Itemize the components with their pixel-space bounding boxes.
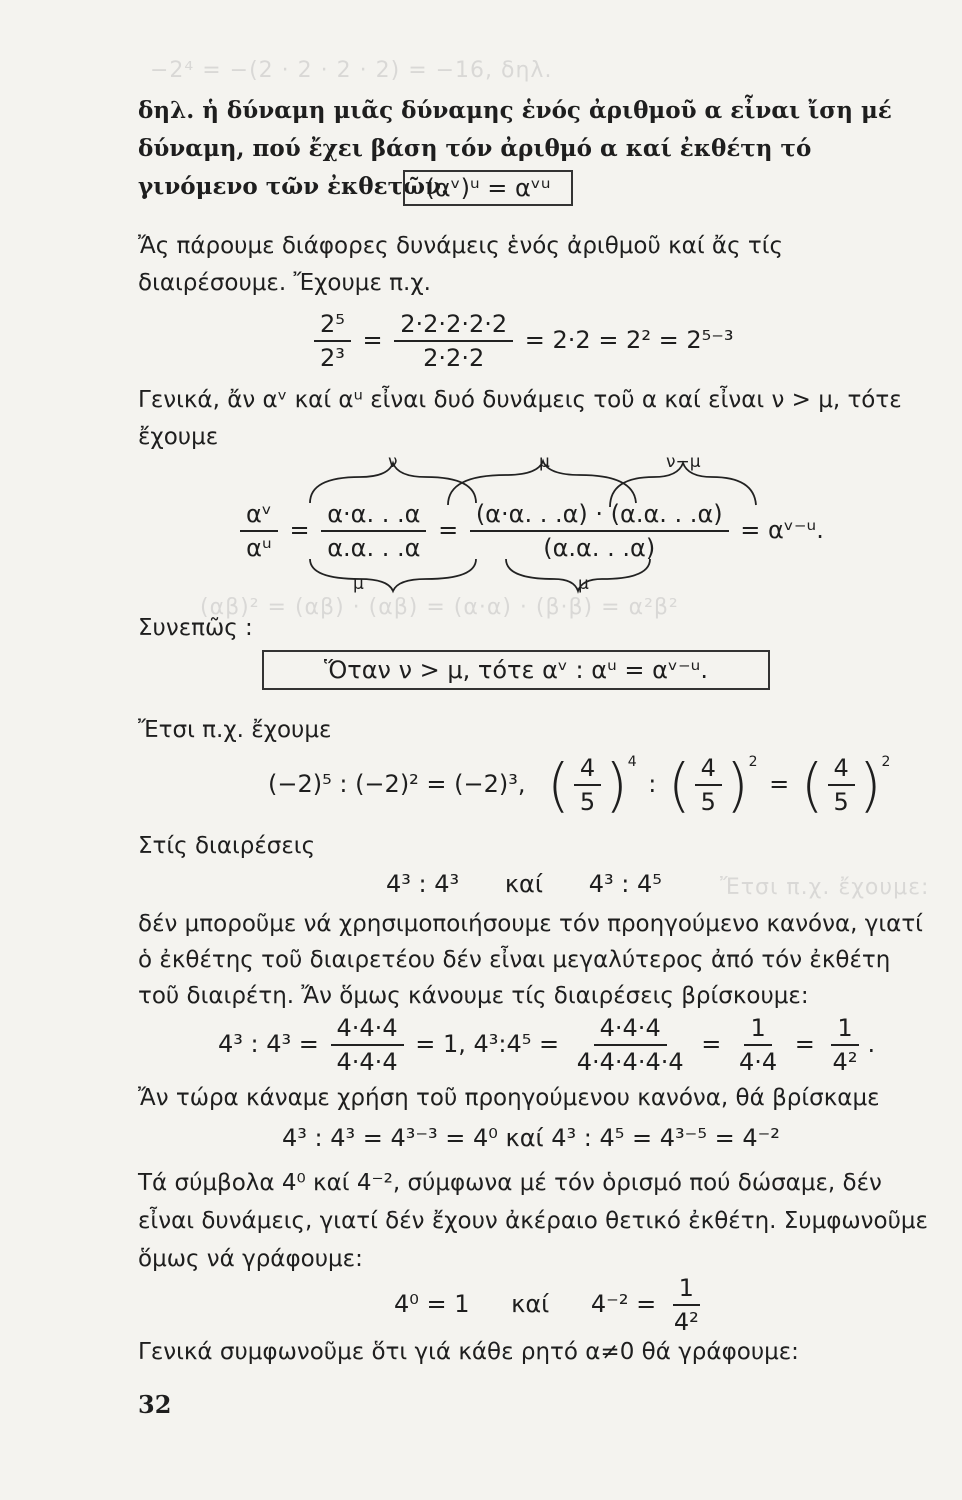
paragraph-final: Γενικά συμφωνοῦμε ὅτι γιά κάθε ρητό α≠0 θά γράφουμε: (138, 1339, 799, 1365)
brace-label-v: ν (388, 452, 398, 472)
example-1-result: = 2·2 = 2² = 2⁵⁻³ (524, 326, 734, 354)
example-3: (−2)⁵ : (−2)² = (−2)³, ( $\frac{4}{5}$ )$^4$ : ( $\frac{4}{5}$ )$^2$ = ( $\frac{4}{5}$ )$^2$ (268, 751, 891, 819)
example-3-fraction-a: $\frac{4}{5}$ (574, 752, 601, 818)
divisions-expression: 4³ : 4³ καί 4³ : 4⁵ (386, 870, 662, 898)
bleed-through-text: Ἔτσι π.χ. ἔχουμε: (720, 875, 930, 900)
example-4-fraction-c: $\frac{1}{4\cdot 4}$ (739, 1014, 778, 1076)
example-4-fraction-d: $\frac{1}{\text{4²}}$ (832, 1014, 858, 1076)
rule-power-box: (αᵛ)ᵘ = αᵛᵘ (403, 170, 572, 206)
bleed-through-text: (αβ)² = (αβ) · (αβ) = (α·α) · (β·β) = α²β² (200, 595, 679, 620)
brace-label-m-bottom: μ (578, 574, 589, 594)
intro-paragraph: δηλ. ἡ δύναμη μιᾶς δύναμης ἑνός ἀριθμοῦ α εἶναι ἴση μέ δύναμη, πού ἔχει βάση τόν ἀριθμό α καί ἐκθέτη τό γινόμενο τῶν ἐκθετῶν. (138, 97, 892, 200)
rule-power-container (138, 170, 838, 206)
example-2: $\frac{\text{αᵛ}}{\text{αᵘ}}$ = $\frac{\alpha\cdot\alpha. . .\alpha}{\alpha.\alpha. . .\alpha}$ = $\frac{(\alpha\cdot\alpha. . .\alpha) \cdot (\alpha.\alpha. . .\alpha)}{(\alpha.\alpha. . .\alpha)}$ = αᵛ⁻ᵘ. (236, 498, 824, 564)
example-1: $\frac{\text{2⁵}}{\text{2³}}$ = $\frac{2\cdot 2\cdot 2\cdot 2\cdot 2}{2\cdot 2\cdot 2}$ = 2·2 = 2² = 2⁵⁻³ (310, 308, 734, 374)
rule-div-box: Ὅταν ν > μ, τότε αᵛ : αᵘ = αᵛ⁻ᵘ. (262, 650, 770, 690)
paragraph-general: Γενικά, ἄν αᵛ καί αᵘ εἶναι δυό δυνάμεις τοῦ α καί εἶναι ν > μ, τότε ἔχουμε (138, 387, 902, 450)
example-4-fraction-a: $\frac{4\cdot 4\cdot 4}{4\cdot 4\cdot 4}$ (331, 1012, 404, 1078)
paragraph-if: Ἄν τώρα κάναμε χρήση τοῦ προηγούμενου κανόνα, θά βρίσκαμε (138, 1085, 880, 1111)
example-2-fraction-left: $\frac{\text{αᵛ}}{\text{αᵘ}}$ (240, 498, 278, 564)
rule-div-container (262, 650, 770, 690)
example-3-negative-powers: (−2)⁵ : (−2)² = (−2)³, (268, 770, 526, 798)
bleed-through-text: −2⁴ = −(2 · 2 · 2 · 2) = −16, δηλ. (150, 58, 553, 83)
thus-label: Ἔτσι π.χ. ἔχουμε (138, 717, 332, 743)
brace-label-v-minus-m: ν−μ (666, 452, 701, 472)
example-1-fraction-left: $\frac{\text{2⁵}}{\text{2³}}$ (314, 308, 351, 374)
example-6-fraction: $\frac{1}{\text{4²}}$ (673, 1274, 699, 1336)
page-number: 32 (138, 1390, 172, 1419)
example-3-fraction-c: $\frac{4}{5}$ (828, 752, 855, 818)
example-6: 4⁰ = 1 καί 4⁻² = $\frac{1}{\text{4²}}$ (394, 1272, 709, 1338)
example-2-fraction-right: $\frac{(\alpha\cdot\alpha. . .\alpha) \cdot (\alpha.\alpha. . .\alpha)}{(\alpha.\alpha. . .\alpha)}$ (470, 498, 729, 564)
paragraph-symbols: Τά σύμβολα 4⁰ καί 4⁻², σύμφωνα μέ τόν ὁρισμό πού δώσαμε, δέν εἶναι δυνάμεις, γιατί δέν ἔχουν ἀκέραιο θετικό ἐκθέτη. Συμφωνοῦμε ὅμως νά γράφουμε: (138, 1170, 928, 1272)
example-5: 4³ : 4³ = 4³⁻³ = 4⁰ καί 4³ : 4⁵ = 4³⁻⁵ = 4⁻² (282, 1124, 780, 1152)
therefore-label: Συνεπῶς : (138, 615, 253, 641)
example-1-fraction-mid: $\frac{2\cdot 2\cdot 2\cdot 2\cdot 2}{2\cdot 2\cdot 2}$ (394, 308, 513, 374)
brace-label-m: μ (539, 452, 550, 472)
example-2-fraction-mid: $\frac{\alpha\cdot\alpha. . .\alpha}{\alpha.\alpha. . .\alpha}$ (321, 498, 426, 564)
example-3-fraction-b: $\frac{4}{5}$ (695, 752, 722, 818)
example-4: 4³ : 4³ = $\frac{4\cdot 4\cdot 4}{4\cdot 4\cdot 4}$ = 1, 4³:4⁵ = $\frac{4\cdot 4\cdot 4}{4\cdot 4\cdot 4\cdot 4\cdot 4}$ = $\frac{1}{4\cdot 4}$ = $\frac{1}{\text{4²}}$ . (218, 1014, 876, 1076)
in-divisions-label: Στίς διαιρέσεις (138, 833, 316, 859)
example-4-fraction-b: $\frac{4\cdot 4\cdot 4}{4\cdot 4\cdot 4\cdot 4\cdot 4}$ (576, 1014, 684, 1076)
brace-label-m-bottom-left: μ (353, 574, 364, 594)
paragraph-take: Ἄς πάρουμε διάφορες δυνάμεις ἑνός ἀριθμοῦ καί ἄς τίς διαιρέσουμε. Ἔχουμε π.χ. (138, 233, 784, 296)
paragraph-cannot: δέν μποροῦμε νά χρησιμοποιήσουμε τόν προηγούμενο κανόνα, γιατί ὁ ἐκθέτης τοῦ διαιρετέου δέν εἶναι μεγαλύτερος ἀπό τόν ἐκθέτη τοῦ διαιρέτη. Ἄν ὅμως κάνουμε τίς διαιρέσεις βρίσκουμε: (138, 911, 923, 1009)
example-2-result: = αᵛ⁻ᵘ. (740, 516, 824, 544)
